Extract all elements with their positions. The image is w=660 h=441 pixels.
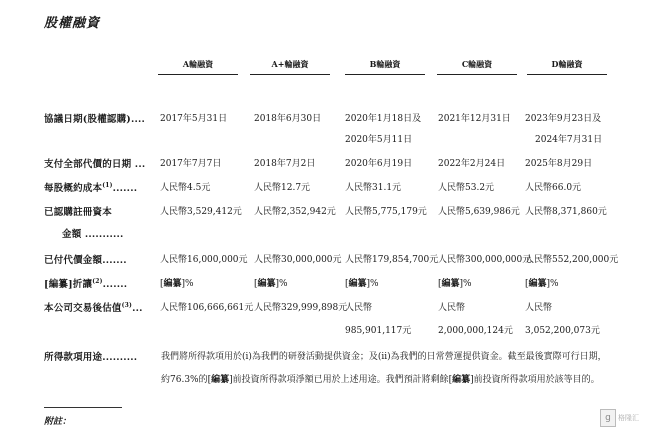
label-text: [	[44, 279, 49, 290]
table-cell: 985,901,117元	[345, 326, 412, 336]
row-label-cost-per-share	[44, 180, 137, 194]
column-header-label: A輪融資	[182, 59, 214, 69]
column-header-c	[437, 59, 517, 75]
table-cell: 人民幣31.1元	[345, 183, 402, 193]
table-cell: 人民幣	[525, 303, 553, 313]
row-label-consideration-paid: 已付代價金額.......	[44, 255, 127, 266]
percent-suffix: %	[550, 279, 559, 289]
row-label-agreement-date: 協議日期(股權認購)....	[44, 114, 146, 125]
label-text: 每股概約成本	[44, 183, 103, 194]
table-cell: [編纂]%	[525, 279, 559, 289]
percent-suffix: %	[463, 279, 472, 289]
table-cell: 人民幣8,371,860元	[525, 207, 607, 217]
notes-divider	[44, 407, 122, 408]
column-header-d	[527, 59, 607, 75]
column-header-b	[345, 59, 425, 75]
footnote-marker: (3)	[121, 301, 133, 309]
text-span: ]前投資所得款項用於該等目的。	[470, 375, 600, 385]
table-cell: 人民幣30,000,000元	[254, 255, 342, 265]
table-cell: 2023年9月23日及	[525, 114, 602, 124]
table-cell: 2017年7月7日	[160, 159, 222, 169]
row-label-registered-capital: 已認購註冊資本	[44, 207, 112, 218]
table-cell: 人民幣66.0元	[525, 183, 582, 193]
table-cell: 人民幣	[438, 303, 466, 313]
footnote-marker: (2)	[92, 277, 103, 285]
table-cell: 人民幣12.7元	[254, 183, 311, 193]
use-of-proceeds-line-1: 我們將所得款項用於(i)為我們的研發活動提供資金；及(ii)為我們的日常營運提供資金。截至最後實際可行日期，	[161, 352, 607, 362]
redacted-text: 編纂	[163, 279, 182, 289]
table-cell: 2020年1月18日及	[345, 114, 422, 124]
table-cell: 2020年6月19日	[345, 159, 413, 169]
table-cell: 人民幣4.5元	[160, 183, 211, 193]
table-cell: 2018年7月2日	[254, 159, 316, 169]
column-rule	[250, 74, 330, 75]
footnote-marker: (1)	[102, 181, 113, 189]
text-span: ]前投資所得款項淨額已用於上述用途。我們預計將剩餘[	[229, 375, 453, 385]
notes-label: 附註：	[44, 417, 72, 427]
table-cell: 人民幣16,000,000元	[160, 255, 248, 265]
table-cell: 人民幣552,200,000元	[525, 255, 619, 265]
table-cell: 人民幣53.2元	[438, 183, 495, 193]
redacted-text: 編纂	[441, 279, 460, 289]
column-header-label: C輪融資	[461, 59, 493, 69]
column-rule	[158, 74, 238, 75]
use-of-proceeds-line-2	[161, 372, 600, 385]
redacted-text: 編纂	[211, 375, 230, 385]
percent-suffix: %	[370, 279, 379, 289]
column-header-a-plus	[250, 59, 330, 75]
table-cell: 人民幣329,999,898元	[254, 303, 348, 313]
column-rule	[345, 74, 425, 75]
table-cell: 人民幣179,854,700元	[345, 255, 439, 265]
leader-dots: ...	[132, 303, 143, 314]
table-cell: 2017年5月31日	[160, 114, 228, 124]
watermark-logo	[600, 407, 642, 431]
row-label-discount	[44, 276, 127, 290]
row-label-payment-date: 支付全部代價的日期 ...	[44, 159, 146, 170]
label-text-bold: 編纂	[48, 279, 69, 290]
table-cell: [編纂]%	[160, 279, 194, 289]
redacted-text: 編纂	[528, 279, 547, 289]
table-cell: [編纂]%	[345, 279, 379, 289]
table-cell: 人民幣5,639,986元	[438, 207, 520, 217]
row-label-post-money-valuation	[44, 300, 143, 314]
percent-suffix: %	[185, 279, 194, 289]
redacted-text: 編纂	[257, 279, 276, 289]
row-label-registered-capital-cont: 金額 ...........	[62, 229, 124, 240]
watermark-icon: g	[600, 409, 616, 427]
column-header-a	[158, 59, 238, 75]
table-cell: 人民幣300,000,000元	[438, 255, 532, 265]
table-cell: 人民幣2,352,942元	[254, 207, 336, 217]
percent-suffix: %	[279, 279, 288, 289]
table-cell: 2021年12月31日	[438, 114, 511, 124]
watermark-text: 格隆汇	[618, 414, 639, 422]
table-cell: 人民幣3,529,412元	[160, 207, 242, 217]
table-cell: 人民幣5,775,179元	[345, 207, 427, 217]
table-cell: 2,000,000,124元	[438, 326, 513, 336]
label-text: 本公司交易後估值	[44, 303, 122, 314]
text-span: 約76.3%的[	[161, 375, 212, 385]
table-cell: 2024年7月31日	[535, 135, 603, 145]
column-header-label: A+輪融資	[271, 59, 309, 69]
column-header-label: B輪融資	[369, 59, 401, 69]
table-cell: [編纂]%	[254, 279, 288, 289]
leader-dots: .......	[112, 183, 138, 194]
table-cell: 3,052,200,073元	[525, 326, 600, 336]
column-rule	[527, 74, 607, 75]
table-cell: 2025年8月29日	[525, 159, 593, 169]
table-cell: 人民幣	[345, 303, 373, 313]
table-cell: 2018年6月30日	[254, 114, 322, 124]
table-cell: 2020年5月11日	[345, 135, 413, 145]
leader-dots: .......	[102, 279, 128, 290]
table-cell: [編纂]%	[438, 279, 472, 289]
table-cell: 2022年2月24日	[438, 159, 506, 169]
label-text: ]折讓	[68, 279, 93, 290]
column-header-label: D輪融資	[551, 59, 583, 69]
redacted-text: 編纂	[452, 375, 471, 385]
section-title: 股權融資	[44, 16, 101, 31]
redacted-text: 編纂	[348, 279, 367, 289]
row-label-use-of-proceeds: 所得款項用途..........	[44, 352, 138, 363]
column-rule	[437, 74, 517, 75]
table-cell: 人民幣106,666,661元	[160, 303, 254, 313]
